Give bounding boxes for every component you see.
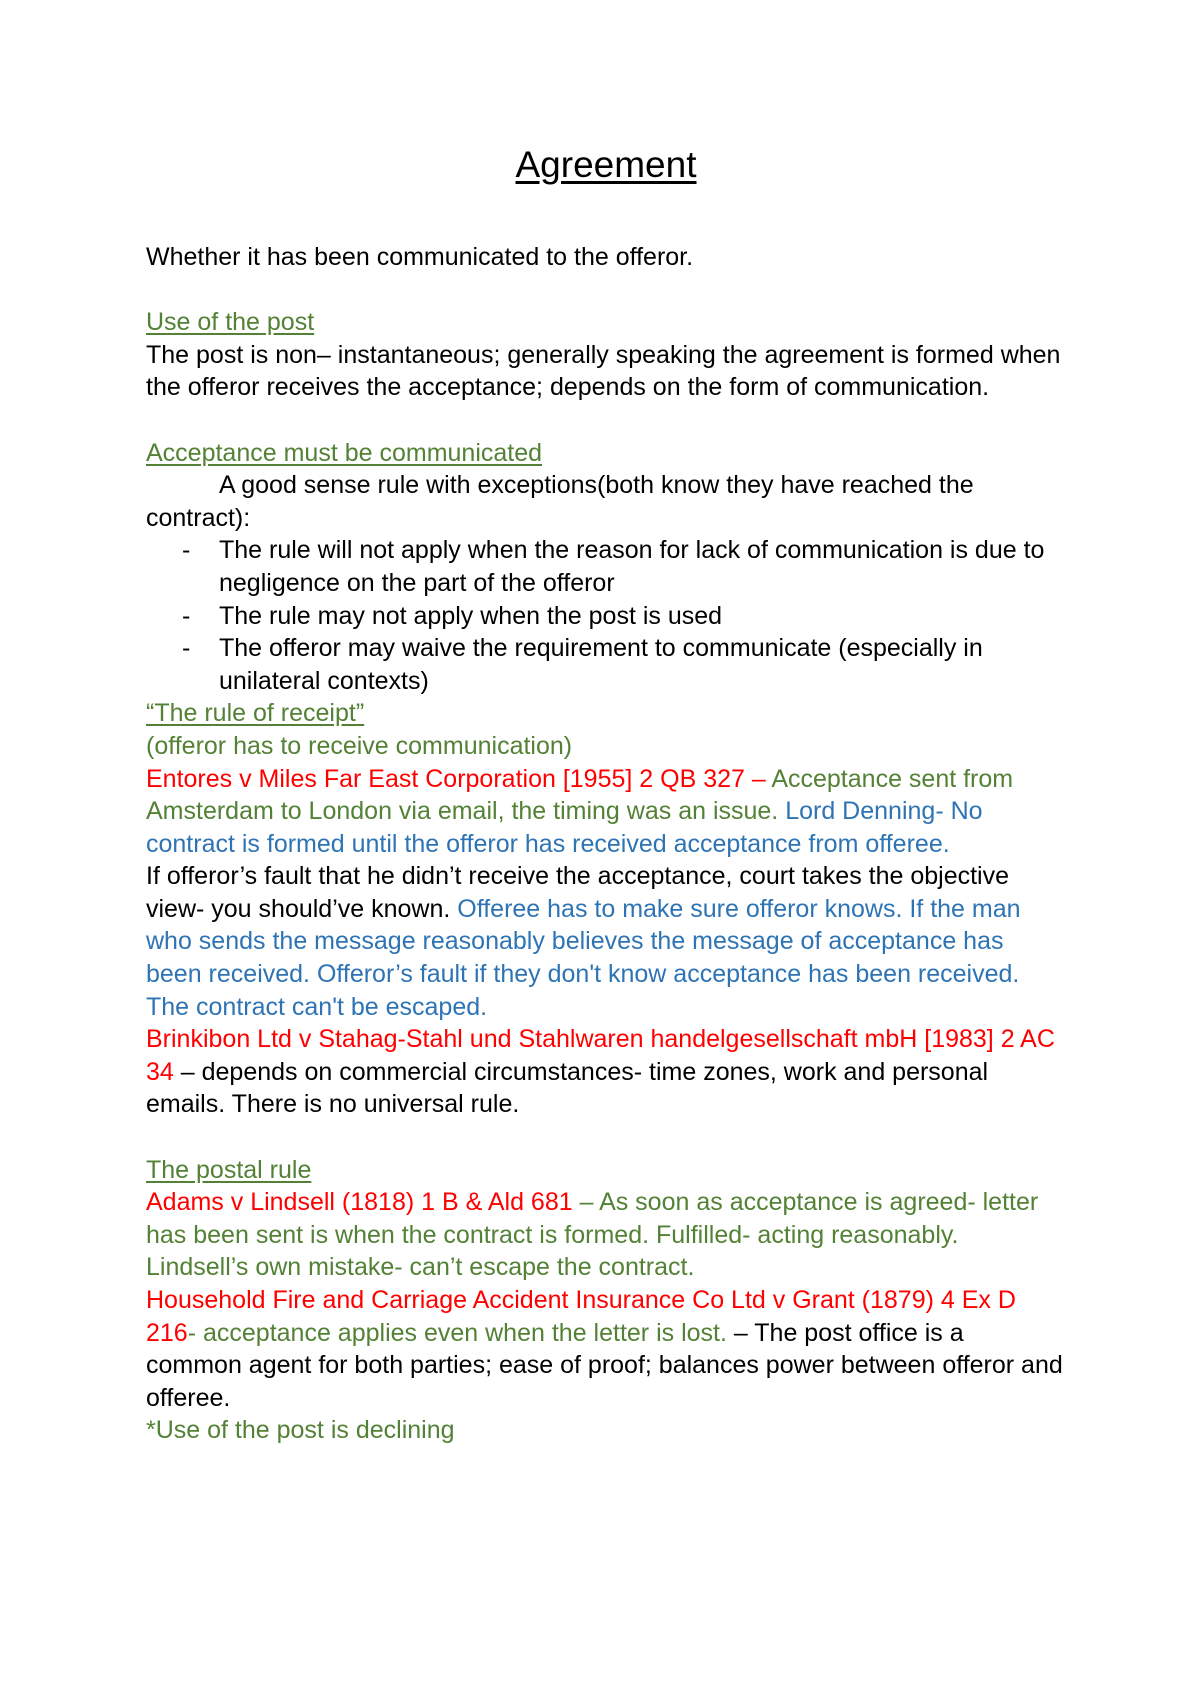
case-citation: Brinkibon Ltd v Stahag-Stahl und Stahlwaren handelgesellschaft mbH [1983] 2 AC 34 xyxy=(146,1025,1055,1086)
post-paragraph: The post is non– instantaneous; generally speaking the agreement is formed when the offeror receives the acceptance; depends on the form of communication. xyxy=(146,340,1061,402)
page-title: Agreement xyxy=(515,144,697,185)
entores-paragraph xyxy=(146,763,1066,861)
post-declining-note: *Use of the post is declining xyxy=(146,1416,455,1445)
exceptions-list xyxy=(146,534,1066,697)
dash-bullet: - xyxy=(182,536,191,565)
list-item-text: The rule may not apply when the post is used xyxy=(219,601,723,630)
section-heading-postal-rule: The postal rule xyxy=(146,1155,312,1184)
receipt-subheading: (offeror has to receive communication) xyxy=(146,731,573,760)
case-facts: – As soon as acceptance is agreed- letter has been sent is when the contract is formed. Fulfilled- acting reasonably. Lindsell’s own mistake- can’t escape the contract. xyxy=(146,1188,1039,1282)
spacer xyxy=(146,1121,1066,1154)
adams-paragraph xyxy=(146,1186,1066,1284)
case-citation: Entores v Miles Far East Corporation [1955] 2 QB 327 – xyxy=(146,764,772,793)
household-paragraph xyxy=(146,1284,1066,1414)
list-item-text: The offeror may waive the requirement to communicate (especially in unilateral contexts) xyxy=(219,634,983,695)
dash-bullet: - xyxy=(182,601,191,630)
intro-paragraph: Whether it has been communicated to the offeror. xyxy=(146,243,694,271)
judicial-quote: Lord Denning- No contract is formed until the offeror has received acceptance from offeree. xyxy=(146,797,983,858)
list-item xyxy=(146,600,1066,633)
section-heading-acceptance: Acceptance must be communicated xyxy=(146,438,543,467)
list-item-text: The rule will not apply when the reason for lack of communication is due to negligence on the part of the offeror xyxy=(219,536,1045,597)
acceptance-intro: A good sense rule with exceptions(both know they have reached the contract): xyxy=(146,471,974,532)
spacer xyxy=(146,404,1066,437)
fault-note: Offeree has to make sure offeror knows. If the man who sends the message reasonably believes the message of acceptance has been received. Offeror’s fault if they don't know acceptance has been received. The contract can't be escaped. xyxy=(146,894,1021,1021)
document-body xyxy=(146,241,1066,1447)
list-item xyxy=(146,534,1066,599)
fault-paragraph xyxy=(146,860,1066,1023)
case-facts: - acceptance applies even when the letter is lost. xyxy=(187,1318,734,1347)
brinkibon-paragraph xyxy=(146,1023,1066,1121)
case-citation: Adams v Lindsell (1818) 1 B & Ald 681 xyxy=(146,1188,580,1217)
case-citation: Household Fire and Carriage Accident Insurance Co Ltd v Grant (1879) 4 Ex D 216 xyxy=(146,1286,1016,1347)
section-heading-rule-of-receipt: “The rule of receipt” xyxy=(146,699,365,728)
case-notes: – depends on commercial circumstances- time zones, work and personal emails. There is no universal rule. xyxy=(146,1057,989,1119)
section-heading-use-of-post: Use of the post xyxy=(146,308,315,337)
dash-bullet: - xyxy=(182,634,191,663)
spacer xyxy=(146,274,1066,307)
list-item xyxy=(146,632,1066,697)
case-facts: Acceptance sent from Amsterdam to London via email, the timing was an issue. xyxy=(146,764,1014,826)
case-notes: – The post office is a common agent for both parties; ease of proof; balances power between offeror and offeree. xyxy=(146,1318,1063,1412)
fault-text: If offeror’s fault that he didn’t receive the acceptance, court takes the objective view- you should’ve known. xyxy=(146,862,1010,923)
